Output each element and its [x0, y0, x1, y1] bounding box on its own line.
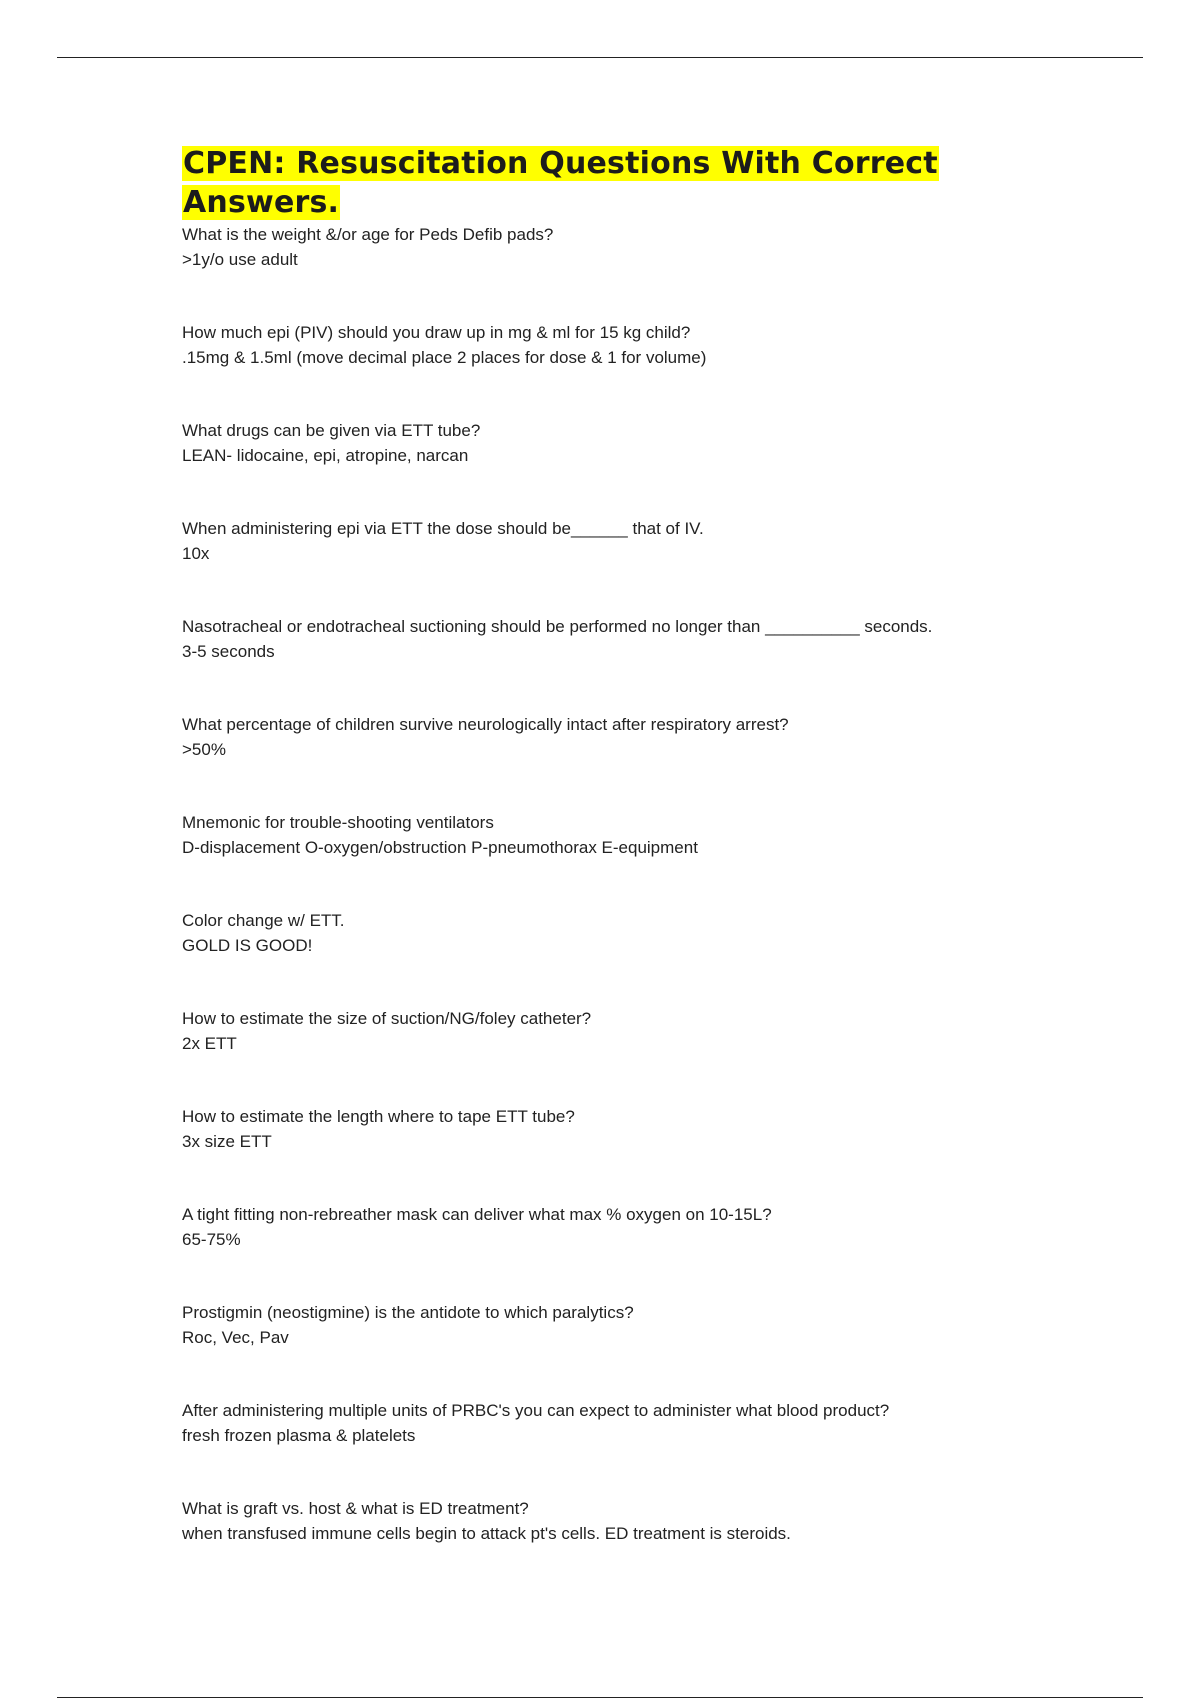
- qa-question: After administering multiple units of PRBC's you can expect to administer what blood product?: [182, 1401, 890, 1420]
- qa-question: Color change w/ ETT.: [182, 911, 345, 930]
- qa-answer: 65-75%: [182, 1230, 241, 1249]
- qa-answer: 3x size ETT: [182, 1132, 272, 1151]
- document-title: [182, 144, 1022, 222]
- qa-question: What drugs can be given via ETT tube?: [182, 421, 481, 440]
- qa-item: [182, 1104, 1022, 1154]
- qa-item: [182, 614, 1022, 664]
- qa-item: [182, 810, 1022, 860]
- qa-question: Nasotracheal or endotracheal suctioning should be performed no longer than __________ seconds.: [182, 617, 933, 636]
- qa-answer: >50%: [182, 740, 226, 759]
- qa-item: [182, 418, 1022, 468]
- title-highlight: CPEN: Resuscitation Questions With Correct Answers.: [183, 146, 938, 220]
- qa-question: How to estimate the length where to tape ETT tube?: [182, 1107, 575, 1126]
- qa-item: [182, 712, 1022, 762]
- qa-answer: 10x: [182, 544, 210, 563]
- qa-question: How much epi (PIV) should you draw up in mg & ml for 15 kg child?: [182, 323, 691, 342]
- qa-answer: 3-5 seconds: [182, 642, 275, 661]
- qa-question: A tight fitting non-rebreather mask can deliver what max % oxygen on 10-15L?: [182, 1205, 772, 1224]
- qa-answer: 2x ETT: [182, 1034, 237, 1053]
- qa-question: What is the weight &/or age for Peds Defib pads?: [182, 225, 554, 244]
- qa-answer: GOLD IS GOOD!: [182, 936, 313, 955]
- qa-question: What percentage of children survive neurologically intact after respiratory arrest?: [182, 715, 789, 734]
- qa-answer: when transfused immune cells begin to attack pt's cells. ED treatment is steroids.: [182, 1524, 791, 1543]
- document-body: [182, 144, 1022, 1546]
- qa-question: Prostigmin (neostigmine) is the antidote to which paralytics?: [182, 1303, 634, 1322]
- qa-item: [182, 1300, 1022, 1350]
- qa-answer: .15mg & 1.5ml (move decimal place 2 places for dose & 1 for volume): [182, 348, 707, 367]
- qa-question: How to estimate the size of suction/NG/foley catheter?: [182, 1009, 592, 1028]
- qa-item: [182, 1006, 1022, 1056]
- qa-answer: LEAN- lidocaine, epi, atropine, narcan: [182, 446, 469, 465]
- qa-item: [182, 1202, 1022, 1252]
- qa-list: [182, 222, 1022, 1546]
- qa-item: [182, 516, 1022, 566]
- page-top-rule: [57, 57, 1143, 58]
- qa-answer: D-displacement O-oxygen/obstruction P-pneumothorax E-equipment: [182, 838, 698, 857]
- qa-item: [182, 320, 1022, 370]
- qa-answer: >1y/o use adult: [182, 250, 298, 269]
- qa-question: Mnemonic for trouble-shooting ventilators: [182, 813, 494, 832]
- qa-question: When administering epi via ETT the dose should be______ that of IV.: [182, 519, 704, 538]
- qa-question: What is graft vs. host & what is ED treatment?: [182, 1499, 529, 1518]
- qa-item: [182, 222, 1022, 272]
- page-bottom-rule: [57, 1697, 1143, 1698]
- qa-item: [182, 1496, 1022, 1546]
- qa-item: [182, 1398, 1022, 1448]
- qa-answer: fresh frozen plasma & platelets: [182, 1426, 416, 1445]
- qa-answer: Roc, Vec, Pav: [182, 1328, 289, 1347]
- qa-item: [182, 908, 1022, 958]
